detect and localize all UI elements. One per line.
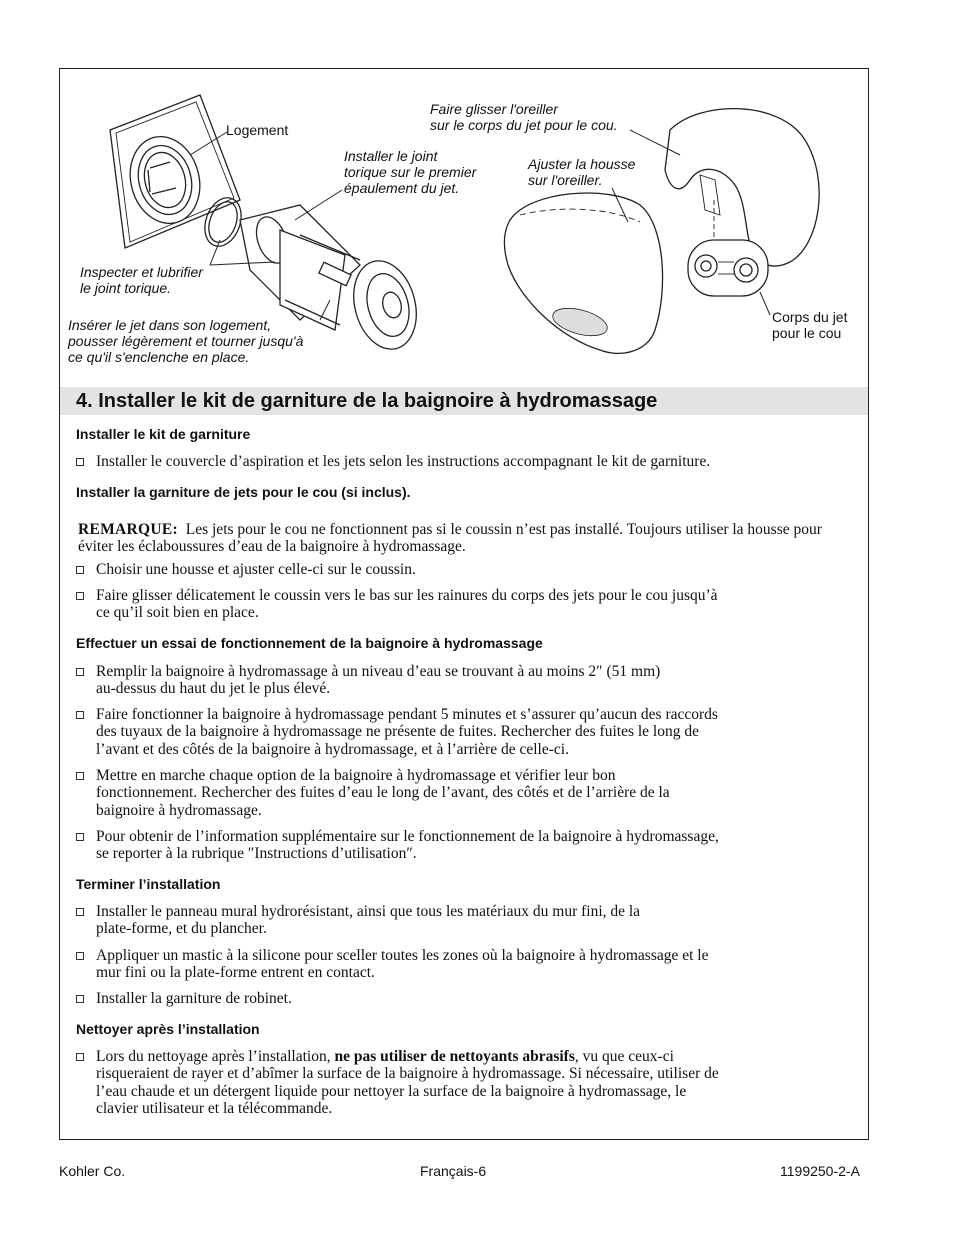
- label-insert: Insérer le jet dans son logement, pousser légèrement et tourner jusqu'à ce qu'il s'enclenche en place.: [68, 317, 304, 365]
- checkbox-icon: [76, 772, 84, 780]
- checkbox-icon: [76, 833, 84, 841]
- footer-page-number: Français-6: [420, 1163, 487, 1179]
- checkbox-icon: [76, 566, 84, 574]
- housing-drawing: [110, 95, 240, 248]
- subsection-heading-trim-kit: Installer le kit de garniture: [76, 426, 251, 442]
- checkbox-icon: [76, 908, 84, 916]
- note-text: Les jets pour le cou ne fonctionnent pas si le coussin n’est pas installé. Toujours utiliser la housse pour éviter les éclaboussures d’eau de la baignoire à hydromassage.: [78, 521, 822, 556]
- checkbox-icon: [76, 711, 84, 719]
- checkbox-icon: [76, 1053, 84, 1061]
- note-paragraph: [78, 521, 823, 556]
- label-joint-install: Installer le joint torique sur le premier épaulement du jet.: [344, 148, 477, 196]
- section-title-band: [60, 387, 868, 415]
- subsection-heading-cleaning: Nettoyer après l’installation: [76, 1021, 260, 1037]
- footer-document-number: 1199250-2-A: [780, 1163, 860, 1179]
- checkbox-icon: [76, 995, 84, 1003]
- neck-jet-drawing: [665, 109, 819, 296]
- subsection-heading-finish: Terminer l’installation: [76, 876, 221, 892]
- section-title: 4. Installer le kit de garniture de la baignoire à hydromassage: [76, 390, 658, 412]
- label-slide-pillow: Faire glisser l'oreiller sur le corps du jet pour le cou.: [430, 101, 618, 133]
- checkbox-icon: [76, 952, 84, 960]
- label-inspect: Inspecter et lubrifier le joint torique.: [80, 264, 203, 296]
- checkbox-icon: [76, 458, 84, 466]
- warning-emphasis: ne pas utiliser de nettoyants abrasifs: [334, 1048, 575, 1065]
- subsection-heading-test-run: Effectuer un essai de fonctionnement de la baignoire à hydromassage: [76, 635, 543, 651]
- label-neck-jet-body: Corps du jet pour le cou: [772, 309, 848, 341]
- label-logement: Logement: [226, 122, 289, 138]
- note-label: REMARQUE:: [78, 521, 178, 538]
- pillow-drawing: [504, 193, 662, 353]
- footer-company: Kohler Co.: [59, 1163, 126, 1179]
- checkbox-icon: [76, 592, 84, 600]
- subsection-heading-neck-jets: Installer la garniture de jets pour le cou (si inclus).: [76, 484, 411, 500]
- checkbox-icon: [76, 668, 84, 676]
- label-adjust-cover: Ajuster la housse sur l'oreiller.: [528, 156, 636, 188]
